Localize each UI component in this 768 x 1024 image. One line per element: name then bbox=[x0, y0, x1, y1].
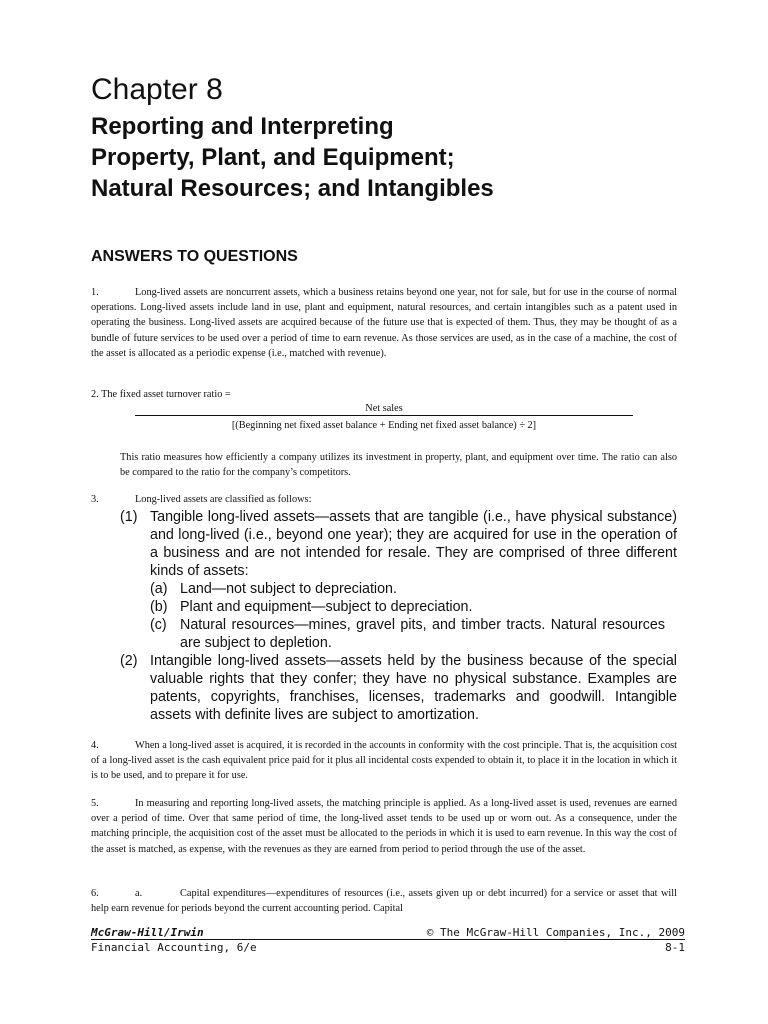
sub-list-label: (c) bbox=[150, 617, 167, 633]
section-heading: ANSWERS TO QUESTIONS bbox=[91, 248, 298, 265]
answer-text: In measuring and reporting long-lived assets, the matching principle is applied. As a long-lived asset is used, revenues are earned over a period of time. Over that same period of time, the long-lived asset tends to be used up or worn out. As a consequence, under the matching principle, the acquisition cost of the asset must be allocated to the periods in which it is used to earn revenue. In this way the cost of the asset is matched, as expense, with the revenues as they are earned from period to period through the use of the asset. bbox=[91, 798, 677, 855]
answer-text: When a long-lived asset is acquired, it is recorded in the accounts in conformity with the cost principle. That is, the acquisition cost of a long-lived asset is the cash equivalent price paid for it plus all incidental costs expended to obtain it, to place it in the location in which it is to be used, and to prepare it for use. bbox=[91, 740, 677, 782]
list-item bbox=[120, 509, 677, 581]
answer-text: Long-lived assets are classified as follows: bbox=[135, 494, 312, 505]
subtitle-line: Natural Resources; and Intangibles bbox=[91, 175, 494, 202]
answer-5 bbox=[91, 796, 677, 857]
answer-text: Capital expenditures—expenditures of resources (i.e., assets given up or debt incurred) for a service or asset that will help earn revenue for periods beyond the current accounting period. Capital bbox=[91, 888, 677, 915]
answer-4 bbox=[91, 738, 677, 784]
answer-1 bbox=[91, 285, 677, 361]
answer-number: 4. bbox=[91, 740, 99, 751]
answer-number: 6. bbox=[91, 888, 99, 899]
list-label: (2) bbox=[120, 653, 138, 669]
sub-list-label: (a) bbox=[150, 581, 168, 597]
footer-publisher: McGraw-Hill/Irwin bbox=[91, 926, 204, 939]
answer-6 bbox=[91, 886, 677, 916]
answer-3-intro bbox=[91, 494, 311, 505]
answer-text: Long-lived assets are noncurrent assets, which a business retains beyond one year, not for sale, but for use in the course of normal operations. Long-lived assets include land in use, plant and equipment, natural resources, and certain intangibles such as a patent used in operating the business. Long-lived assets are acquired because of the future use that is expected of them. Thus, they may be thought of as a bundle of future services to be used over a period of time to earn revenue. As those services are used, as in the case of a machine, the cost of the asset is allocated as a periodic expense (i.e., matched with revenue). bbox=[91, 287, 677, 359]
footer-divider bbox=[91, 939, 685, 940]
footer-copyright: © The McGraw-Hill Companies, Inc., 2009 bbox=[426, 926, 685, 939]
sub-list-text: Land—not subject to depreciation. bbox=[180, 581, 397, 597]
subtitle-line: Property, Plant, and Equipment; bbox=[91, 144, 455, 171]
chapter-subtitle bbox=[91, 111, 494, 204]
sub-list-text: Plant and equipment—subject to depreciation. bbox=[180, 599, 473, 615]
sub-list-label: (b) bbox=[150, 599, 168, 615]
answer-number: 1. bbox=[91, 287, 99, 298]
answer-number: 3. bbox=[91, 494, 99, 505]
answer-part-label: a. bbox=[135, 888, 143, 899]
answer-2-intro: 2. The fixed asset turnover ratio = bbox=[91, 389, 231, 400]
ratio-numerator: Net sales bbox=[135, 403, 633, 416]
answer-2-explanation: This ratio measures how efficiently a company utilizes its investment in property, plant, and equipment over time. The ratio can also be compared to the ratio for the company’s competitors. bbox=[120, 452, 677, 479]
subtitle-line: Reporting and Interpreting bbox=[91, 113, 394, 140]
list-text: Intangible long-lived assets—assets held by the business because of the special valuable rights that they confer; they have no physical substance. Examples are patents, copyrights, franchises, licenses, trademarks and goodwill. Intangible assets with definite lives are subject to amortization. bbox=[150, 653, 677, 723]
answer-number: 5. bbox=[91, 798, 99, 809]
list-text: Tangible long-lived assets—assets that are tangible (i.e., have physical substance) and long-lived (i.e., beyond one year); they are acquired for use in the operation of a business and are not intended for resale. They are comprised of three different kinds of assets: bbox=[150, 509, 677, 579]
chapter-title: Chapter 8 bbox=[91, 73, 223, 106]
footer-page-number: 8-1 bbox=[665, 941, 685, 954]
sub-list-text: Natural resources—mines, gravel pits, and timber tracts. Natural resources are subject to depletion. bbox=[180, 617, 665, 651]
ratio-denominator: [(Beginning net fixed asset balance + Ending net fixed asset balance) ÷ 2] bbox=[231, 420, 537, 431]
list-label: (1) bbox=[120, 509, 138, 525]
footer-book-title: Financial Accounting, 6/e bbox=[91, 941, 257, 954]
